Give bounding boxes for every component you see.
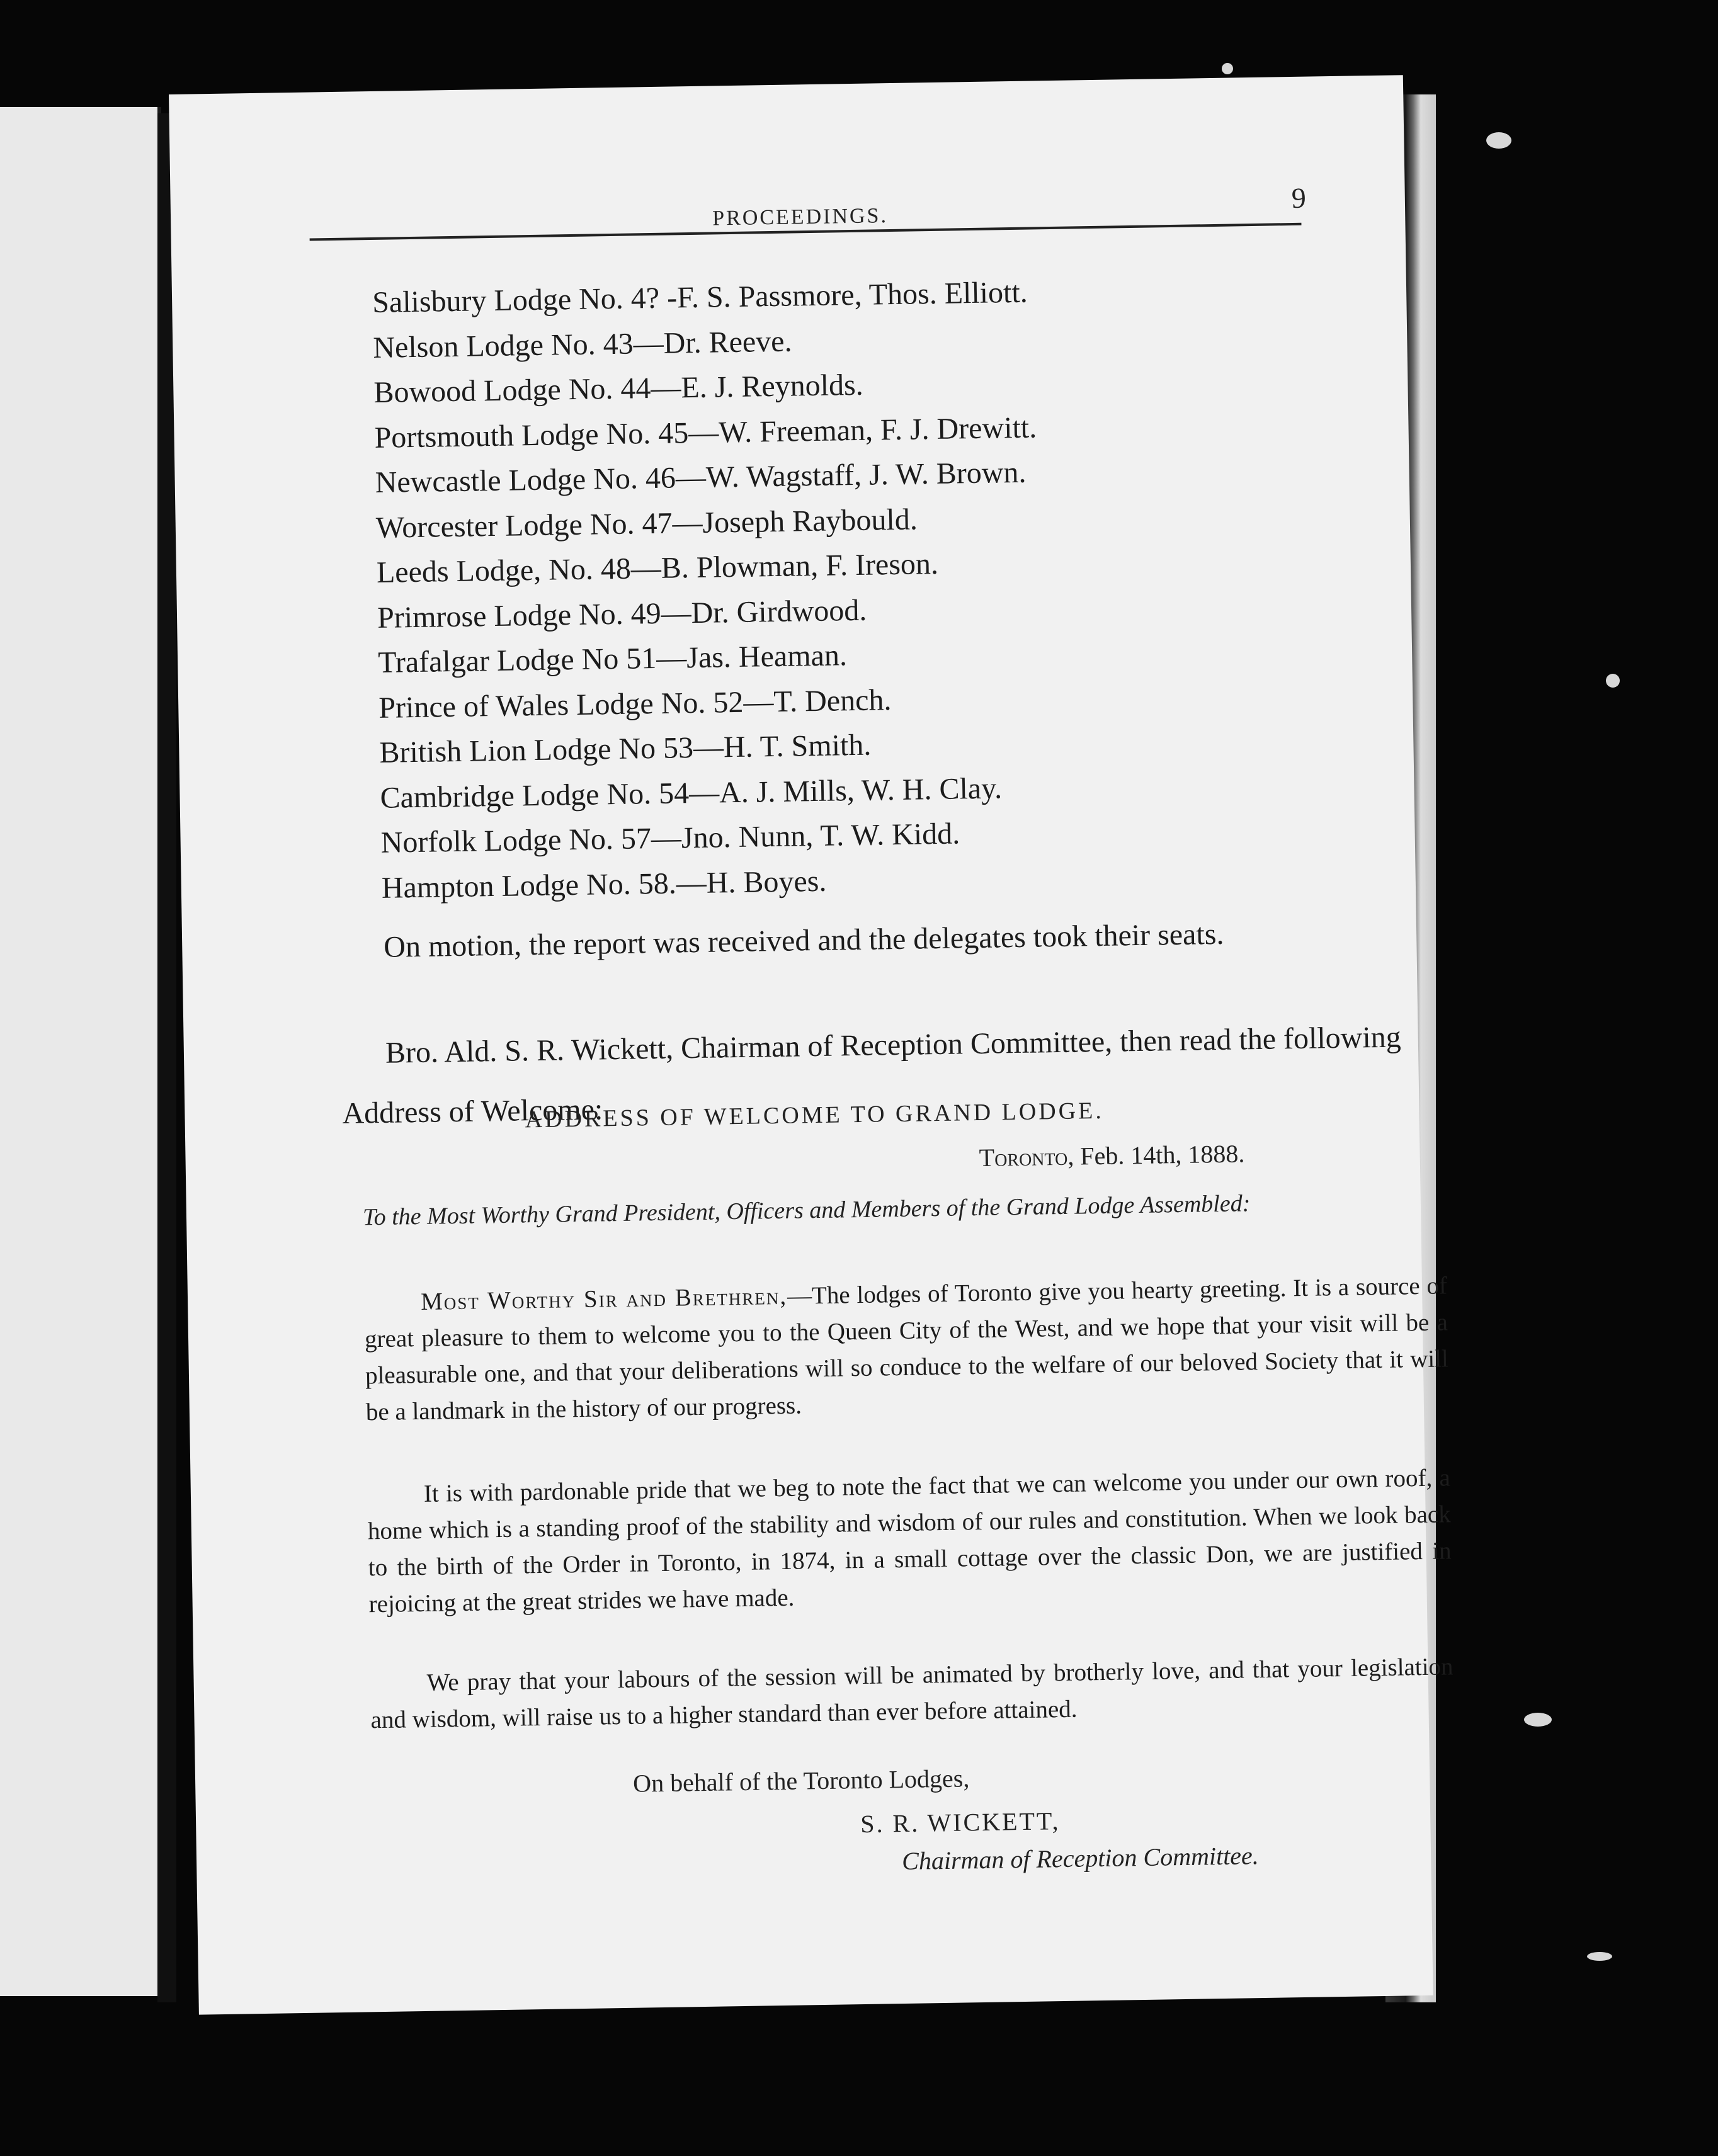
signature-title: Chairman of Reception Committee. [901,1841,1260,1876]
greeting-lead: Most Worthy Sir and Brethren, [420,1282,788,1315]
running-head: PROCEEDINGS. [712,204,889,230]
lodge-entry: Nelson Lodge No. 43—Dr. Reeve. [372,324,792,365]
address-heading: ADDRESS OF WELCOME TO GRAND LODGE. [525,1097,1105,1133]
intro-paragraph: Bro. Ald. S. R. Wickett, Chairman of Reception Committee, then read the following Address of Welcome: [342,1020,1402,1130]
paragraph-1-text: —The lodges of Toronto give you hearty greeting. It is a source of great pleasure to them to welcome you to the Queen City of the West, and we hope that your visit will be a pleasurable one, and that your deliberations will so conduce to the welfare of our beloved Society that it will be a landmark in the history of our progress. [364,1272,1449,1426]
lodge-entry: Worcester Lodge No. 47—Joseph Raybould. [375,502,918,545]
lodge-entry: Prince of Wales Lodge No. 52—T. Dench. [378,683,892,725]
film-speck [1524,1713,1552,1727]
closing-line: On behalf of the Toronto Lodges, [632,1764,970,1798]
book-page [169,75,1453,2014]
lodge-entry: Bowood Lodge No. 44—E. J. Reynolds. [373,368,864,409]
film-speck [1587,1952,1612,1961]
address-paragraph-2: It is with pardonable pride that we beg to note the fact that we can welcome you under our own roof, a home which is a standing proof of the stability and wisdom of our rules and constitution. When we look back to the birth of the Order in Toronto, in 1874, in a small cottage over the classic Don, we are justified in rejoicing at the great strides we have made. [367,1464,1452,1618]
lodge-entry: Newcastle Lodge No. 46—W. Wagstaff, J. W. Brown. [375,455,1027,499]
film-speck [1606,674,1620,688]
film-speck [1486,132,1511,149]
lodge-entry: Norfolk Lodge No. 57—Jno. Nunn, T. W. Kidd. [380,817,960,860]
motion-paragraph: On motion, the report was received and the delegates took their seats. [383,917,1224,964]
address-dateline [979,1138,1244,1172]
lodge-delegate-list [372,270,1044,910]
lodge-entry: British Lion Lodge No 53—H. T. Smith. [379,728,872,769]
facing-page-edge [0,107,161,1996]
lodge-entry: Hampton Lodge No. 58.—H. Boyes. [381,864,827,905]
lodge-entry: Salisbury Lodge No. 4? -F. S. Passmore, Thos. Elliott. [372,275,1028,319]
lodge-entry: Trafalgar Lodge No 51—Jas. Heaman. [377,638,848,679]
film-speck [1222,63,1233,74]
lodge-entry: Leeds Lodge, No. 48—B. Plowman, F. Ireson. [376,547,939,589]
lodge-entry: Cambridge Lodge No. 54—A. J. Mills, W. H. Clay. [380,771,1003,815]
dateline-place: Toronto, [979,1142,1074,1172]
address-paragraph-3: We pray that your labours of the session will be animated by brotherly love, and that your legislation and wisdom, will raise us to a higher standard than ever before attained. [370,1653,1453,1734]
lodge-entry: Primrose Lodge No. 49—Dr. Girdwood. [377,593,867,635]
lodge-entry: Portsmouth Lodge No. 45—W. Freeman, F. J. Drewitt. [374,410,1037,455]
address-paragraph-1 [364,1268,1449,1431]
page-number: 9 [1291,181,1307,215]
signature-name: S. R. WICKETT, [860,1807,1061,1839]
dateline-date: Feb. 14th, 1888. [1079,1139,1245,1171]
address-salutation: To the Most Worthy Grand President, Officers and Members of the Grand Lodge Assembled: [362,1190,1251,1231]
